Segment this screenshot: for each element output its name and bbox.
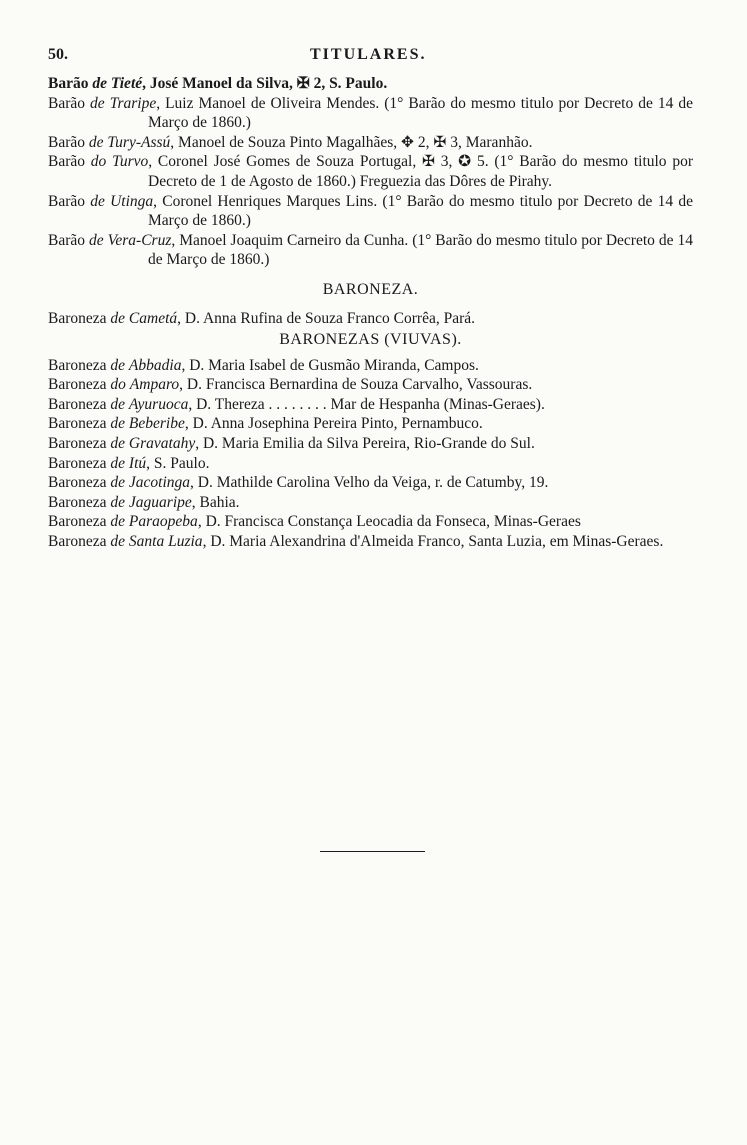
entry-baroneza-jacotinga: Baroneza de Jacotinga, D. Mathilde Carolina Velho da Veiga, r. de Catumby, 19.: [48, 474, 549, 492]
entry-barao-traripe: Barão de Traripe, Luiz Manoel de Oliveira Mendes. (1° Barão do mesmo titulo por Decreto de 14 de Março de 1860.): [48, 94, 693, 132]
entry-baroneza-jaguaripe: Baroneza de Jaguaripe, Bahia.: [48, 493, 240, 511]
entry-baroneza-amparo: Baroneza do Amparo, D. Francisca Bernardina de Souza Carvalho, Vassouras.: [48, 376, 533, 394]
entry-barao-utinga: Barão de Utinga, Coronel Henriques Marques Lins. (1° Barão do mesmo titulo por Decreto de 14 de Março de 1860.): [48, 192, 693, 230]
entry-baroneza-santa-luzia: Baroneza de Santa Luzia, D. Maria Alexandrina d'Almeida Franco, Santa Luzia, em Minas-Geraes.: [48, 532, 664, 550]
page-header: [48, 40, 693, 74]
entry-baroneza-abbadia: Baroneza de Abbadia, D. Maria Isabel de Gusmão Miranda, Campos.: [48, 356, 479, 374]
section-heading-baroneza: BARONEZA.: [322, 280, 419, 298]
entry-barao-tiete: Barão de Tieté, José Manoel da Silva, ✠ 2, S. Paulo.: [48, 75, 388, 92]
baroes-list: [48, 74, 693, 270]
page-number: 50.: [48, 46, 68, 63]
entry-baroneza-itu: Baroneza de Itú, S. Paulo.: [48, 454, 210, 472]
closing-rule: [320, 851, 425, 852]
baroneza-list: [48, 309, 693, 329]
entry-baroneza-paraopeba: Baroneza de Paraopeba, D. Francisca Constança Leocadia da Fonseca, Minas-Geraes: [48, 513, 581, 531]
entry-barao-vera-cruz: Barão de Vera-Cruz, Manoel Joaquim Carneiro da Cunha. (1° Barão do mesmo titulo por Decreto de 14 de Março de 1860.): [48, 231, 693, 269]
document-page: [48, 40, 693, 551]
running-title: TITULARES.: [310, 46, 427, 63]
viuvas-list: [48, 356, 693, 552]
section-heading-viuvas: BARONEZAS (VIUVAS).: [279, 330, 462, 348]
entry-baroneza-cameta: Baroneza de Cametá, D. Anna Rufina de Souza Franco Corrêa, Pará.: [48, 309, 476, 327]
entry-baroneza-gravatahy: Baroneza de Gravatahy, D. Maria Emilia da Silva Pereira, Rio-Grande do Sul.: [48, 434, 535, 452]
entry-baroneza-beberibe: Baroneza de Beberibe, D. Anna Josephina Pereira Pinto, Pernambuco.: [48, 415, 483, 433]
entry-baroneza-ayuruoca: Baroneza de Ayuruoca, D. Thereza . . . . . . . . Mar de Hespanha (Minas-Geraes).: [48, 395, 545, 413]
entry-barao-turvo: Barão do Turvo, Coronel José Gomes de Souza Portugal, ✠ 3, ✪ 5. (1° Barão do mesmo titulo por Decreto de 1 de Agosto de 1860.) Freguezia das Dôres de Pirahy.: [48, 153, 693, 190]
entry-barao-tury-assu: Barão de Tury-Assú, Manoel de Souza Pinto Magalhães, ✥ 2, ✠ 3, Maranhão.: [48, 133, 533, 151]
